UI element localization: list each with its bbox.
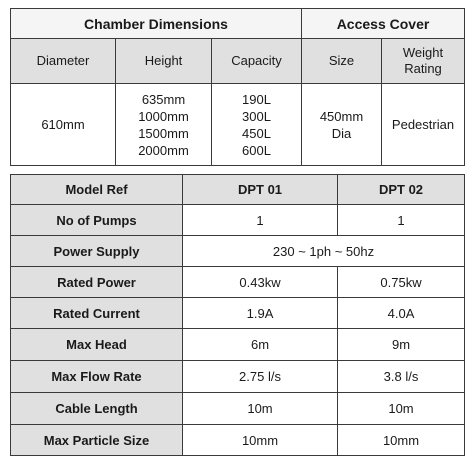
capacity-value: 190L bbox=[242, 91, 271, 107]
capacity-values bbox=[212, 84, 302, 166]
dpt02-value: 4.0A bbox=[338, 298, 465, 329]
table-row bbox=[11, 329, 465, 361]
weight-rating-header bbox=[382, 39, 465, 84]
diameter-header: Diameter bbox=[11, 39, 116, 84]
dpt01-value: 6m bbox=[183, 329, 338, 361]
dpt02-value: 3.8 l/s bbox=[338, 361, 465, 393]
cover-size-text: 450mm Dia bbox=[319, 108, 364, 141]
cover-size-value bbox=[302, 84, 382, 166]
table-row bbox=[11, 175, 465, 205]
row-label: No of Pumps bbox=[11, 205, 183, 236]
model-dpt01-header: DPT 01 bbox=[183, 175, 338, 205]
table-row bbox=[11, 361, 465, 393]
row-label: Rated Power bbox=[11, 267, 183, 298]
diameter-value: 610mm bbox=[11, 84, 116, 166]
power-supply-value: 230 ~ 1ph ~ 50hz bbox=[183, 236, 465, 267]
dpt02-value: 1 bbox=[338, 205, 465, 236]
capacity-value: 450L bbox=[242, 125, 271, 141]
dpt01-value: 10m bbox=[183, 393, 338, 425]
model-ref-label: Model Ref bbox=[11, 175, 183, 205]
height-value: 1500mm bbox=[138, 125, 189, 141]
access-cover-header: Access Cover bbox=[302, 9, 465, 39]
weight-rating-value: Pedestrian bbox=[382, 84, 465, 166]
height-header: Height bbox=[116, 39, 212, 84]
table-row bbox=[11, 425, 465, 456]
table-row bbox=[11, 267, 465, 298]
capacity-value: 300L bbox=[242, 108, 271, 124]
table-row bbox=[11, 393, 465, 425]
dpt01-value: 10mm bbox=[183, 425, 338, 456]
capacity-header: Capacity bbox=[212, 39, 302, 84]
pump-specification-table bbox=[10, 174, 465, 456]
table-row bbox=[11, 205, 465, 236]
dpt02-value: 10m bbox=[338, 393, 465, 425]
table-row bbox=[11, 236, 465, 267]
capacity-value: 600L bbox=[242, 142, 271, 158]
dpt01-value: 0.43kw bbox=[183, 267, 338, 298]
row-label: Cable Length bbox=[11, 393, 183, 425]
row-label: Max Particle Size bbox=[11, 425, 183, 456]
dpt01-value: 2.75 l/s bbox=[183, 361, 338, 393]
dpt01-value: 1 bbox=[183, 205, 338, 236]
size-header: Size bbox=[302, 39, 382, 84]
model-dpt02-header: DPT 02 bbox=[338, 175, 465, 205]
height-value: 1000mm bbox=[138, 108, 189, 124]
row-label: Power Supply bbox=[11, 236, 183, 267]
weight-rating-header-text: Weight Rating bbox=[402, 44, 444, 76]
height-value: 2000mm bbox=[138, 142, 189, 158]
row-label: Max Flow Rate bbox=[11, 361, 183, 393]
height-values bbox=[116, 84, 212, 166]
dpt02-value: 9m bbox=[338, 329, 465, 361]
dpt02-value: 0.75kw bbox=[338, 267, 465, 298]
table-row bbox=[11, 298, 465, 329]
chamber-dimensions-header: Chamber Dimensions bbox=[11, 9, 302, 39]
row-label: Rated Current bbox=[11, 298, 183, 329]
dpt01-value: 1.9A bbox=[183, 298, 338, 329]
row-label: Max Head bbox=[11, 329, 183, 361]
dpt02-value: 10mm bbox=[338, 425, 465, 456]
height-value: 635mm bbox=[141, 91, 186, 107]
chamber-dimensions-table bbox=[10, 8, 465, 166]
